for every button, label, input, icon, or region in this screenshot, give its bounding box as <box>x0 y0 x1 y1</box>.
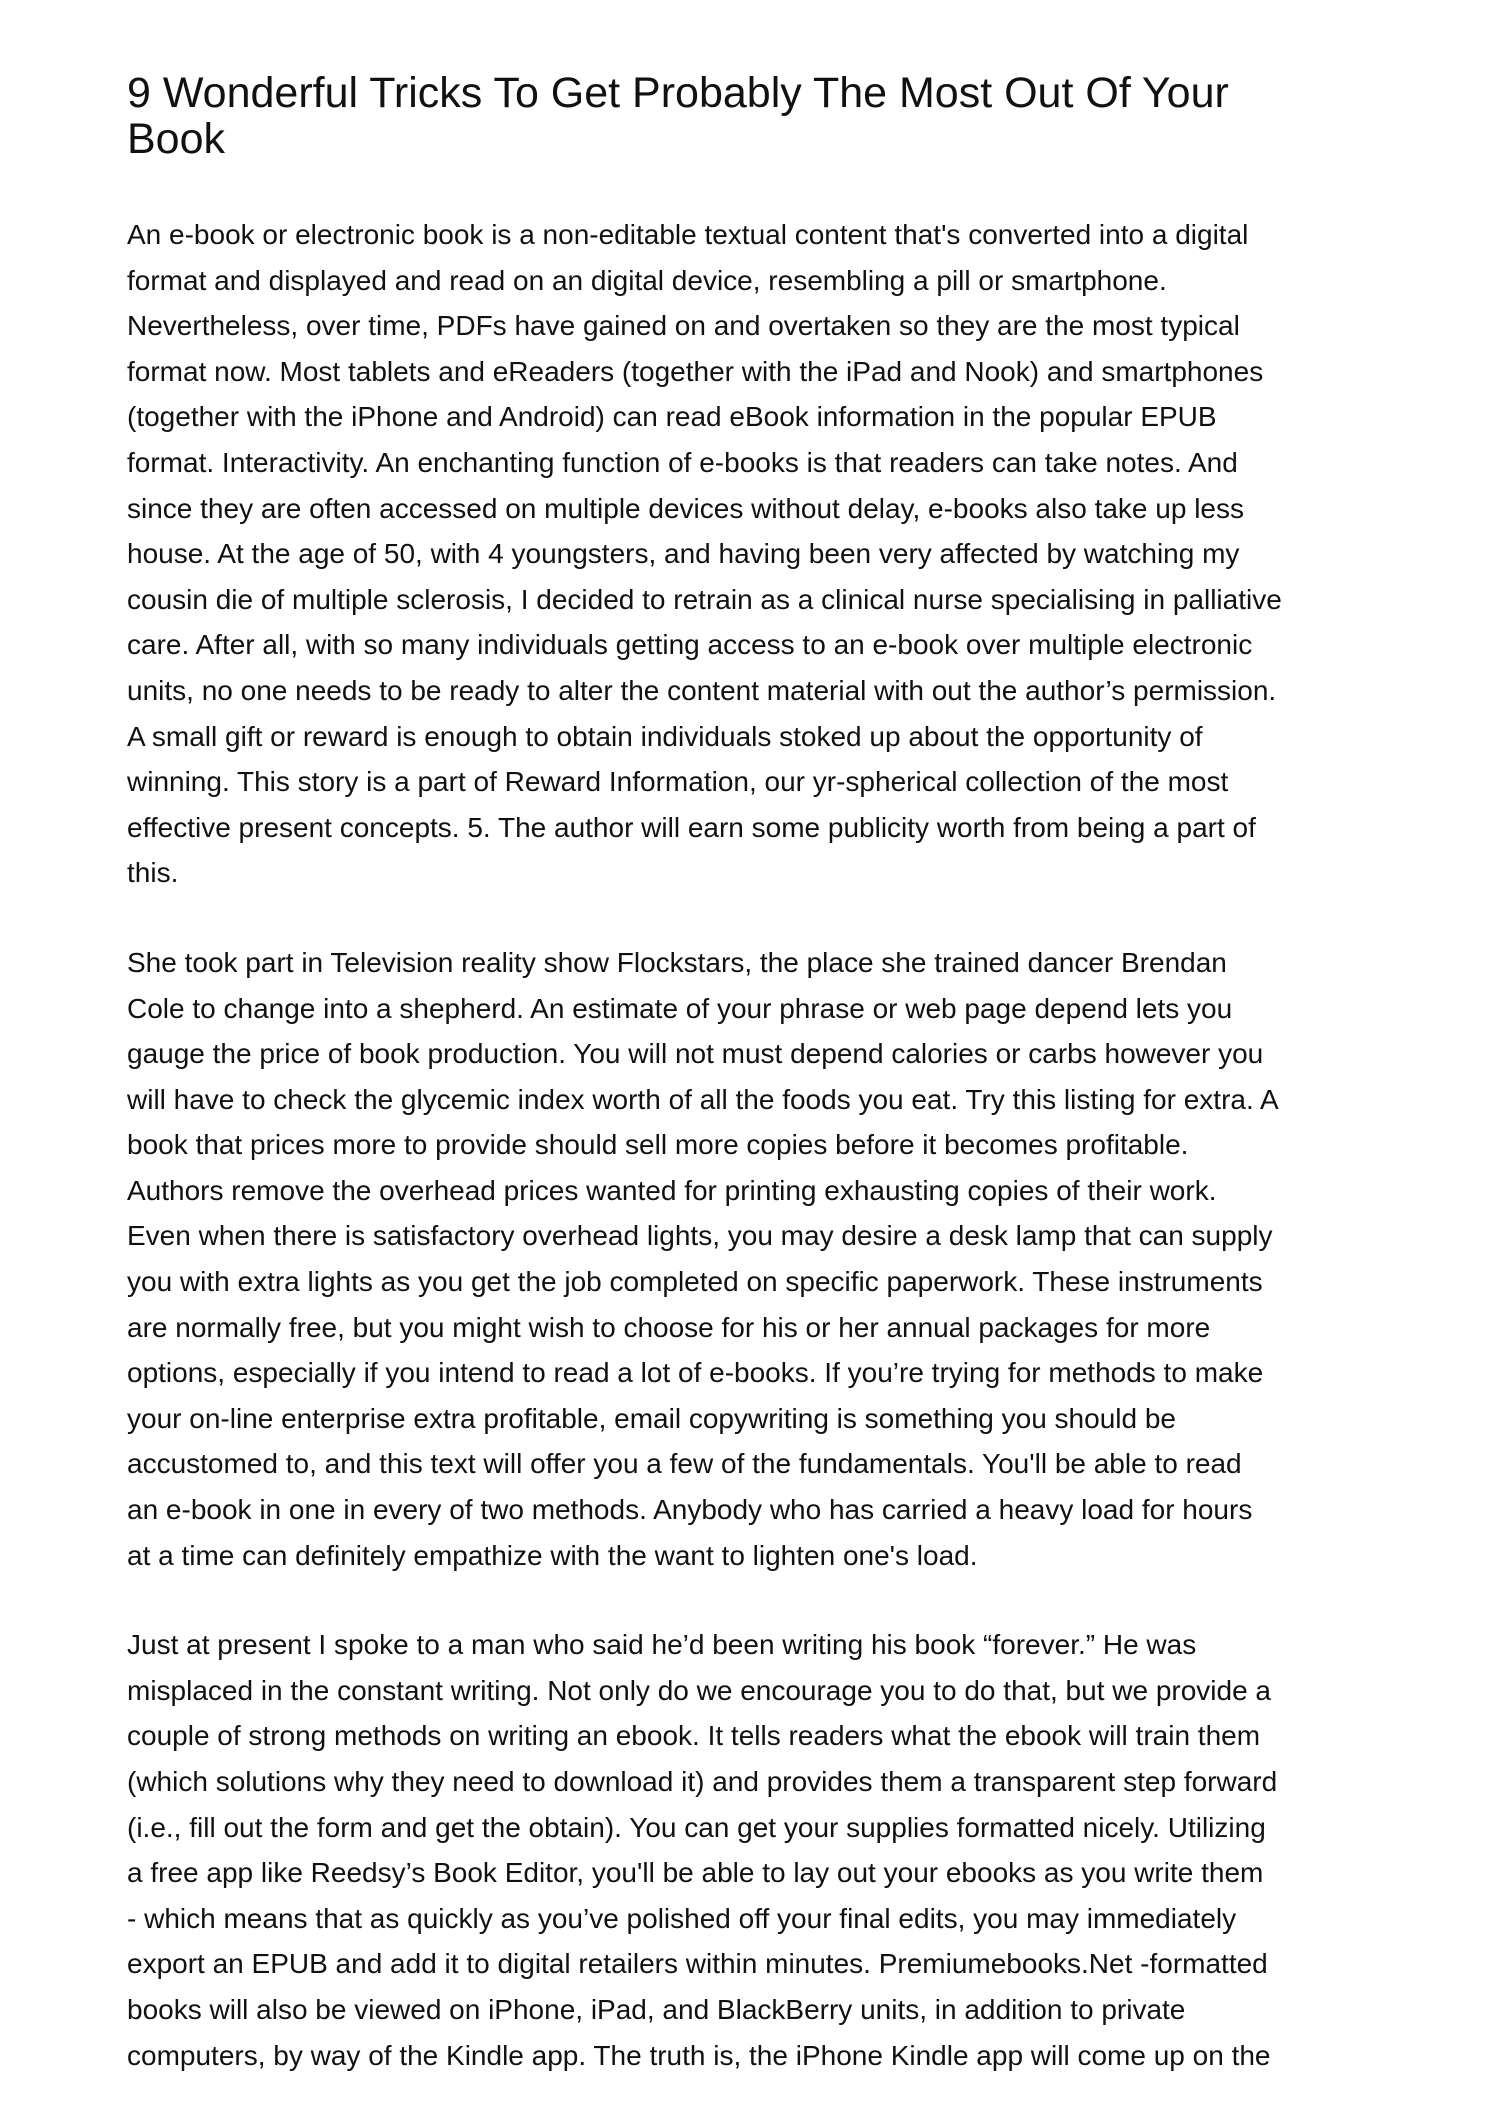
paragraph-line: at a time can definitely empathize with the want to lighten one's load. <box>127 1539 978 1571</box>
paragraph-line: your on-line enterprise extra profitable, email copywriting is something you should be <box>127 1402 1176 1434</box>
paragraph-line: gauge the price of book production. You will not must depend calories or carbs however you <box>127 1038 1264 1070</box>
paragraph-line: Nevertheless, over time, PDFs have gained on and overtaken so they are the most typical <box>127 310 1240 342</box>
paragraph-line: since they are often accessed on multiple devices without delay, e-books also take up less <box>127 492 1244 524</box>
paragraph-line: winning. This story is a part of Reward Information, our yr-spherical collection of the most <box>127 766 1229 798</box>
paragraph-line: format. Interactivity. An enchanting function of e-books is that readers can take notes. And <box>127 446 1238 478</box>
paragraph-line: will have to check the glycemic index worth of all the foods you eat. Try this listing for extra. A <box>127 1083 1279 1115</box>
paragraph-line: - which means that as quickly as you’ve polished off your final edits, you may immediately <box>127 1902 1237 1934</box>
paragraph-line: format now. Most tablets and eReaders (together with the iPad and Nook) and smartphones <box>127 355 1264 387</box>
paragraph-line: Cole to change into a shepherd. An estimate of your phrase or web page depend lets you <box>127 992 1233 1024</box>
paragraph-line: (which solutions why they need to download it) and provides them a transparent step forward <box>127 1766 1278 1797</box>
article-body <box>127 212 1407 2122</box>
paragraph-line: (together with the iPhone and Android) can read eBook information in the popular EPUB <box>127 401 1217 433</box>
paragraph-line: house. At the age of 50, with 4 youngsters, and having been very affected by watching my <box>127 538 1240 570</box>
page-title <box>127 70 1407 162</box>
paragraph-line: misplaced in the constant writing. Not only do we encourage you to do that, but we provide a <box>127 1674 1272 1706</box>
paragraph-line: couple of strong methods on writing an ebook. It tells readers what the ebook will train them <box>127 1720 1261 1752</box>
paragraph-line: A small gift or reward is enough to obtain individuals stoked up about the opportunity of <box>127 720 1203 752</box>
title-line: Book <box>127 115 226 163</box>
paragraph-line: accustomed to, and this text will offer you a few of the fundamentals. You'll be able to read <box>127 1448 1242 1480</box>
paragraph-line: An e-book or electronic book is a non-editable textual content that's converted into a digital <box>127 219 1249 250</box>
paragraph-line: Authors remove the overhead prices wanted for printing exhausting copies of their work. <box>127 1174 1217 1206</box>
paragraph-line: are normally free, but you might wish to choose for his or her annual packages for more <box>127 1311 1211 1343</box>
paragraph-1 <box>127 212 1407 896</box>
paragraph-line: an e-book in one in every of two methods. Anybody who has carried a heavy load for hours <box>127 1494 1253 1526</box>
paragraph-line: care. After all, with so many individuals getting access to an e-book over multiple electronic <box>127 629 1253 661</box>
paragraph-line: Even when there is satisfactory overhead lights, you may desire a desk lamp that can supply <box>127 1220 1273 1252</box>
paragraph-line: effective present concepts. 5. The author will earn some publicity worth from being a part of <box>127 811 1256 843</box>
title-line: 9 Wonderful Tricks To Get Probably The Most Out Of Your <box>127 69 1229 117</box>
paragraph-line: a free app like Reedsy’s Book Editor, you'll be able to lay out your ebooks as you write them <box>127 1857 1264 1889</box>
paragraph-line: (i.e., fill out the form and get the obtain). You can get your supplies formatted nicely. Utilizing <box>127 1811 1266 1843</box>
paragraph-3 <box>127 1622 1407 2078</box>
paragraph-line: this. <box>127 857 179 889</box>
paragraph-line: books will also be viewed on iPhone, iPad, and BlackBerry units, in addition to private <box>127 1993 1186 2025</box>
paragraph-line: you with extra lights as you get the job completed on specific paperwork. These instruments <box>127 1266 1263 1298</box>
paragraph-line: Just at present I spoke to a man who said he’d been writing his book “forever.” He was <box>127 1629 1197 1661</box>
paragraph-line: book that prices more to provide should sell more copies before it becomes profitable. <box>127 1129 1189 1161</box>
paragraph-line: export an EPUB and add it to digital retailers within minutes. Premiumebooks.Net -formatted <box>127 1948 1268 1980</box>
paragraph-line: format and displayed and read on an digital device, resembling a pill or smartphone. <box>127 264 1167 296</box>
paragraph-line: computers, by way of the Kindle app. The truth is, the iPhone Kindle app will come up on the <box>127 2039 1271 2071</box>
paragraph-2 <box>127 940 1407 1578</box>
paragraph-line: options, especially if you intend to read a lot of e-books. If you’re trying for methods to make <box>127 1357 1264 1389</box>
paragraph-line: cousin die of multiple sclerosis, I decided to retrain as a clinical nurse specialising in palliative <box>127 583 1282 615</box>
paragraph-line: She took part in Television reality show Flockstars, the place she trained dancer Brendan <box>127 946 1227 978</box>
paragraph-line: units, no one needs to be ready to alter the content material with out the author’s permission. <box>127 674 1277 706</box>
